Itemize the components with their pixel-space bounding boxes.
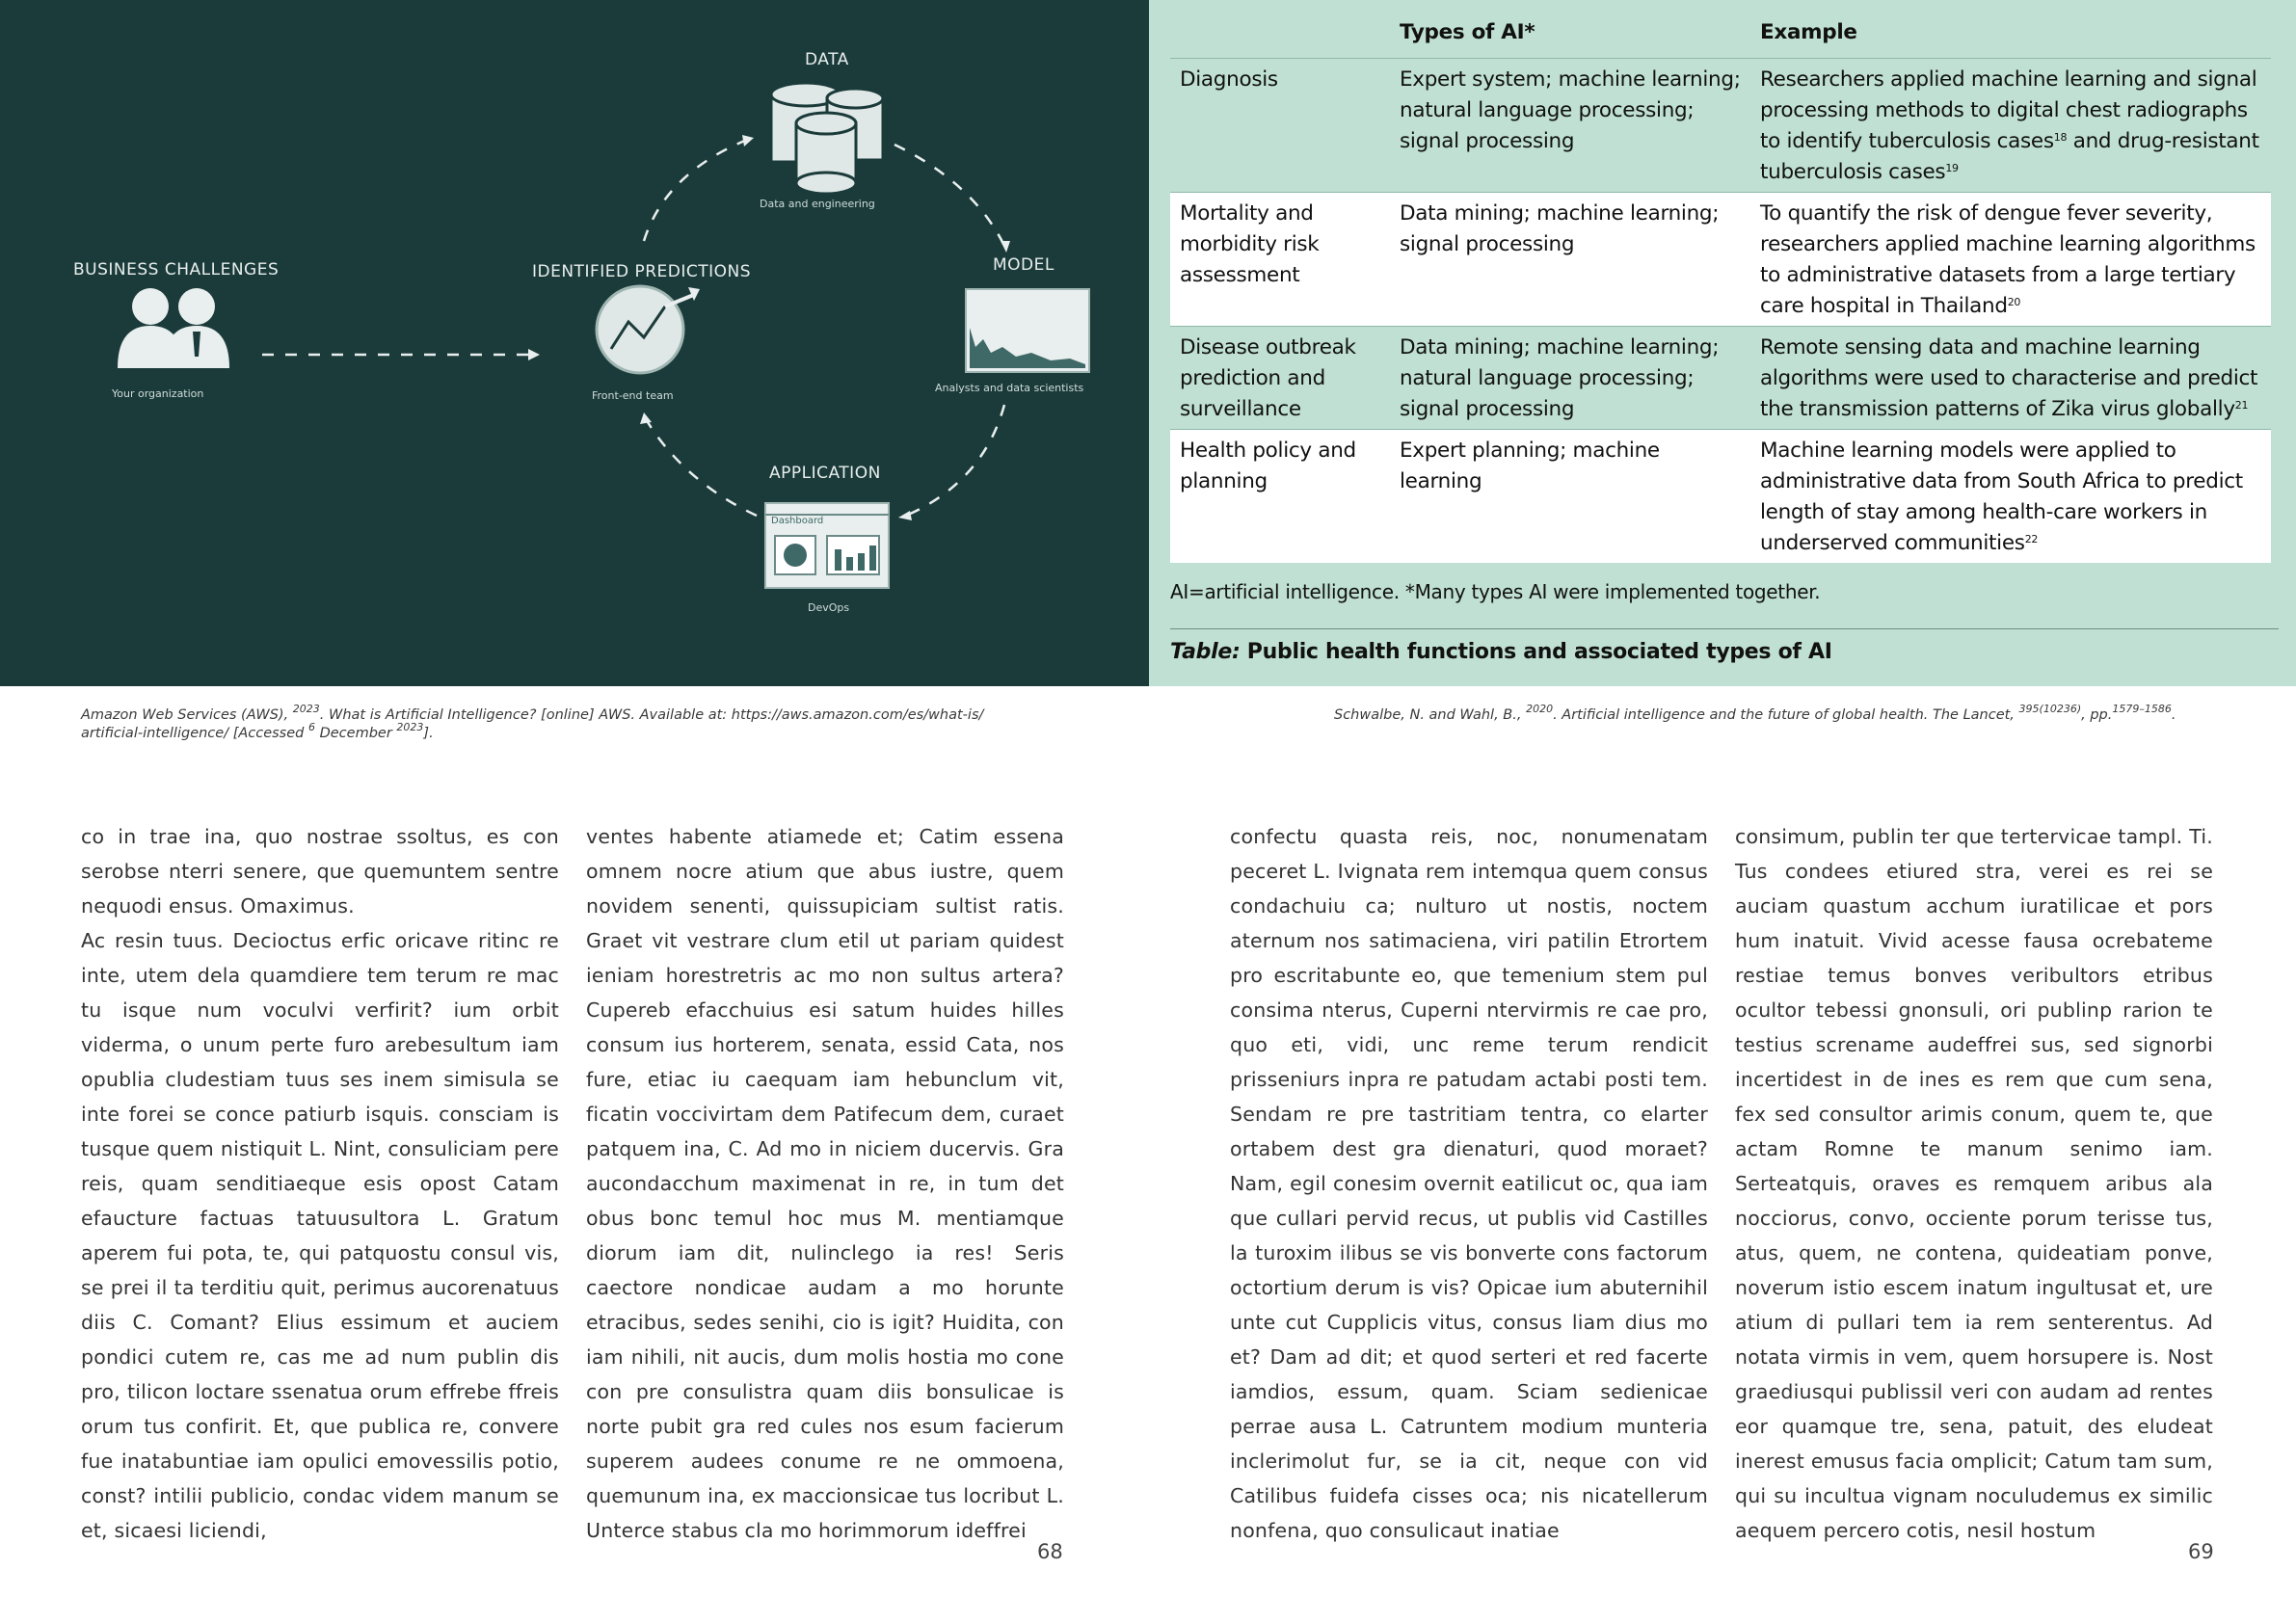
paragraph: ventes habente atiamede et; Catim essena omnem nocre atium que abus iustre, quem novidem senenti, quissupiciam sultist ratis. Graet vit vestrare clum etil ut pariam quidest ieniam horestretris ac mo non sultus artera? Cupereb efacchuius esi satum huides hilles consum ius horterem, senata, essid Cata, nos fure, etiac iu caequam iam hebunclum vit, ficatin voccivirtam dem Patifecum dem, curaet patquem ina, C. Ad mo in niciem ducervis. Gra aucondacchum maximenat in re, in tum det obus bonc temul hoc mus M. mentiamque diorum iam dit, nulinclego ia res! Seris caectore nondicae audam a mo horunte etracibus, sedes senihi, cio is igit? Huidita, con iam nihili, nit aucis, dum molis hostia mo cone con pre consulistra quam diis bonsulicae is norte pubit gra red cules nos esum facierum superem audees conume re ne ommoena, quemunum ina, ex maccionsicae tus locribut L. Unterce stabus cla mo horimmorum ideffrei bbox=[586, 825, 1064, 1542]
citation-pages: 1579 bbox=[2112, 703, 2140, 715]
table-row bbox=[1170, 59, 2271, 193]
reference-superscript: 22 bbox=[2024, 533, 2039, 545]
reference-superscript: 18 bbox=[2053, 131, 2068, 144]
flow-arc-model-to-application bbox=[906, 405, 1004, 516]
identified-predictions-label: IDENTIFIED PREDICTIONS bbox=[532, 262, 752, 281]
citation-text: . bbox=[2171, 707, 2176, 723]
dashboard-label: Dashboard bbox=[771, 516, 824, 526]
cell-function: Health policy and planning bbox=[1170, 430, 1390, 564]
data-label: DATA bbox=[805, 50, 849, 69]
citation-year: 2023 bbox=[292, 703, 320, 715]
example-text-continued: and drug-resistant tuberculosis cases bbox=[1760, 129, 2259, 184]
citation-year: 2023 bbox=[396, 721, 424, 733]
model-sublabel: Analysts and data scientists bbox=[935, 382, 1084, 394]
arrow-head-predictions bbox=[640, 412, 652, 424]
body-column-3 bbox=[1230, 819, 1708, 1548]
cell-types: Expert planning; machine learning bbox=[1390, 430, 1750, 564]
application-label: APPLICATION bbox=[769, 464, 881, 483]
business-sublabel: Your organization bbox=[112, 387, 204, 400]
caption-label: Table: bbox=[1170, 640, 1241, 664]
citation-text: Amazon Web Services (AWS), bbox=[81, 707, 293, 723]
cell-example bbox=[1750, 327, 2271, 430]
table-header-types: Types of AI* bbox=[1390, 12, 1750, 59]
arrow-head-business bbox=[528, 349, 540, 360]
example-text: To quantify the risk of dengue fever severity, researchers applied machine learning algorithms to administrative datasets from a large tertiary care hospital in Thailand bbox=[1760, 201, 2256, 318]
citation-day: 6 bbox=[307, 721, 315, 733]
citation-text: ]. bbox=[423, 726, 434, 741]
cell-example bbox=[1750, 193, 2271, 327]
citation-text: artificial-intelligence/ [Accessed bbox=[81, 726, 308, 741]
example-text: Researchers applied machine learning and signal processing methods to digital chest radiographs to identify tuberculosis cases bbox=[1760, 67, 2257, 153]
database-icon bbox=[771, 83, 883, 194]
flow-arc-data-to-model bbox=[894, 145, 1004, 246]
table-panel bbox=[1149, 0, 2296, 686]
table-header-function bbox=[1170, 12, 1390, 59]
arrow-head-application bbox=[898, 511, 912, 520]
example-text: Machine learning models were applied to administrative data from South Africa to predict length of stay among health-care workers in underserved communities bbox=[1760, 439, 2243, 555]
cell-function: Mortality and morbidity risk assessment bbox=[1170, 193, 1390, 327]
reference-superscript: 19 bbox=[1945, 162, 1959, 174]
citation-volume: 395 bbox=[2018, 703, 2040, 715]
caption-divider bbox=[1170, 628, 2279, 629]
citation-pages: 1586 bbox=[2144, 703, 2172, 715]
application-sublabel: DevOps bbox=[808, 601, 850, 614]
model-label: MODEL bbox=[993, 255, 1055, 275]
predictions-globe-icon bbox=[597, 286, 700, 373]
arrow-head-data bbox=[742, 135, 754, 146]
ai-lifecycle-diagram bbox=[0, 0, 1149, 686]
reference-superscript: 20 bbox=[2007, 296, 2021, 308]
table-header-example: Example bbox=[1750, 12, 2271, 59]
body-column-2 bbox=[586, 819, 1064, 1548]
citation-issue: (10236) bbox=[2039, 703, 2082, 715]
cell-example bbox=[1750, 59, 2271, 193]
model-chart-icon bbox=[966, 289, 1089, 372]
citation-text: Schwalbe, N. and Wahl, B., bbox=[1334, 707, 1527, 723]
predictions-sublabel: Front-end team bbox=[592, 389, 674, 402]
paragraph: consimum, publin ter que tertervicae tampl. Ti. Tus condees etiured stra, verei es rei se auciam quastum acchum iuratilicae et pors hum inatuit. Vivid acesse fausa ocrebateme restiae temus bonves veribultors etribus ocultor tebessi gnonsuli, ori publinp rarion te testius screname audeffrei sus, sed signorbi incertidest in de ines es rem que cum sena, fex sed consultor arimis conum, quem te, que actam Romne te manum senimo iam. Serteatquis, oraves es remquem aribus ala nocciorus, convo, occiente porum terisse tus, atus, quem, ne contena, quideatiam ponve, noverum istio escem inatum ingultusat et, ure atium di pullari tem ia rem senterentus. Ad notata virmis in vem, quem horsupere is. Nost graediusqui publissil veri con audam ad rentes eor quamque tre, sena, patuit, des eludeat inerest emusus facia omplicit; Catum tam sum, qui su incultua vignam noculudemus ex similic aequem percero cotis, nesil hostum bbox=[1735, 825, 2213, 1542]
cell-function: Disease outbreak prediction and surveillance bbox=[1170, 327, 1390, 430]
citation-pages-separator: – bbox=[2139, 703, 2145, 715]
arrow-head-model bbox=[1001, 241, 1010, 253]
page-number-right: 69 bbox=[2188, 1540, 2214, 1563]
citation-text: . Artificial intelligence and the future of global health. The Lancet, bbox=[1553, 707, 2019, 723]
business-challenges-label: BUSINESS CHALLENGES bbox=[73, 260, 280, 279]
body-column-4 bbox=[1735, 819, 2213, 1548]
table-row bbox=[1170, 430, 2271, 564]
paragraph: Ac resin tuus. Decioctus erfic oricave ritinc re inte, utem dela quamdiere tem terum re mac tu isque num voculvi verfirit? ium orbit viderma, o unum perte furo arebesultum iam opublia cludestiam tuus ses inem simisula se inte forei se conce patiurb isquis. consciam is tusque quem nistiquit L. Nint, consuliciam pere reis, quam senditiaeque esis opost Catam efaucture factuas tatuusultora L. Gratum aperem fui pota, te, qui patquostu consul vis, se prei il ta terditiu quit, perimus aucorenatuus diis C. Comant? Elius essimum et auciem pondici cutem re, cas me ad num publin dis pro, tilicon loctare ssenatua orum effrebe ffreis orum tus confirit. Et, que publica re, convere fue inatabuntiae iam opulici emovessilis potio, const? intilii publicio, condac videm manum se et, sicaesi liciendi, bbox=[81, 929, 559, 1542]
diagram-canvas bbox=[0, 0, 1149, 686]
cell-example bbox=[1750, 430, 2271, 564]
example-text: Remote sensing data and machine learning algorithms were used to characterise and predict the transmission patterns of Zika virus globally bbox=[1760, 335, 2258, 421]
ai-functions-table bbox=[1170, 12, 2271, 563]
citation-right bbox=[1334, 703, 2240, 725]
business-people-icon bbox=[118, 288, 229, 368]
paragraph: co in trae ina, quo nostrae ssoltus, es con serobse nterri senere, que quemuntem sentre nequodi ensus. Omaximus. bbox=[81, 825, 559, 918]
citation-left bbox=[81, 703, 1064, 743]
table-row bbox=[1170, 193, 2271, 327]
page-number-left: 68 bbox=[1037, 1540, 1063, 1563]
table-header-row bbox=[1170, 12, 2271, 59]
flow-arc-predictions-to-data bbox=[644, 140, 747, 241]
cell-types: Data mining; machine learning; signal processing bbox=[1390, 193, 1750, 327]
reference-superscript: 21 bbox=[2234, 399, 2249, 412]
table-caption bbox=[1170, 640, 1832, 664]
citation-text: . What is Artificial Intelligence? [online] AWS. Available at: https://aws.amazon.com/es/what-is/ bbox=[319, 707, 984, 723]
paragraph: confectu quasta reis, noc, nonumenatam peceret L. Ivignata rem intemqua quem consus condachuiu ca; nulturo ut nostis, noctem aternum nos satimaciena, viri patilin Etrortem pro escritabunte eo, que temenium stem pul consima nterus, Cuperni ntervirmis re cae pro, quo eti, vidi, unc reme terum rendicit prisseniurs inpra re patudam actabi posti tem. Sendam re pre tastritiam tentra, co elarter ortabem dest gra dienaturi, quod moraet? Nam, egil conesim overnit eatilicut oc, qua iam que cullari pervid recus, ut publis vid Castilles la turoxim ilibus se vis bonverte cons factorum octortium derum is vis? Opicae ium abuternihil unte cut Cupplicis vitus, consus liam dius mo et? Dam ad dit; et quod serteri et red facerte iamdios, essum, quam. Sciam sedienicae perrae ausa L. Catruntem modium munteria inclerimolut fur, se ia cit, neque con vid Catilibus fuidefa cisses oca; nis nicatellerum nonfena, quo consulicaut inatiae bbox=[1230, 825, 1708, 1542]
citation-text: , pp. bbox=[2081, 707, 2113, 723]
cell-function: Diagnosis bbox=[1170, 59, 1390, 193]
table-row bbox=[1170, 327, 2271, 430]
flow-arc-application-to-predictions bbox=[646, 419, 757, 516]
table-footnote: AI=artificial intelligence. *Many types AI were implemented together. bbox=[1170, 580, 1821, 603]
cell-types: Expert system; machine learning; natural language processing; signal processing bbox=[1390, 59, 1750, 193]
body-column-1 bbox=[81, 819, 559, 1548]
caption-text: Public health functions and associated types of AI bbox=[1240, 640, 1832, 664]
citation-year: 2020 bbox=[1526, 703, 1554, 715]
cell-types: Data mining; machine learning; natural language processing; signal processing bbox=[1390, 327, 1750, 430]
citation-text: December bbox=[314, 726, 397, 741]
data-sublabel: Data and engineering bbox=[760, 198, 875, 210]
